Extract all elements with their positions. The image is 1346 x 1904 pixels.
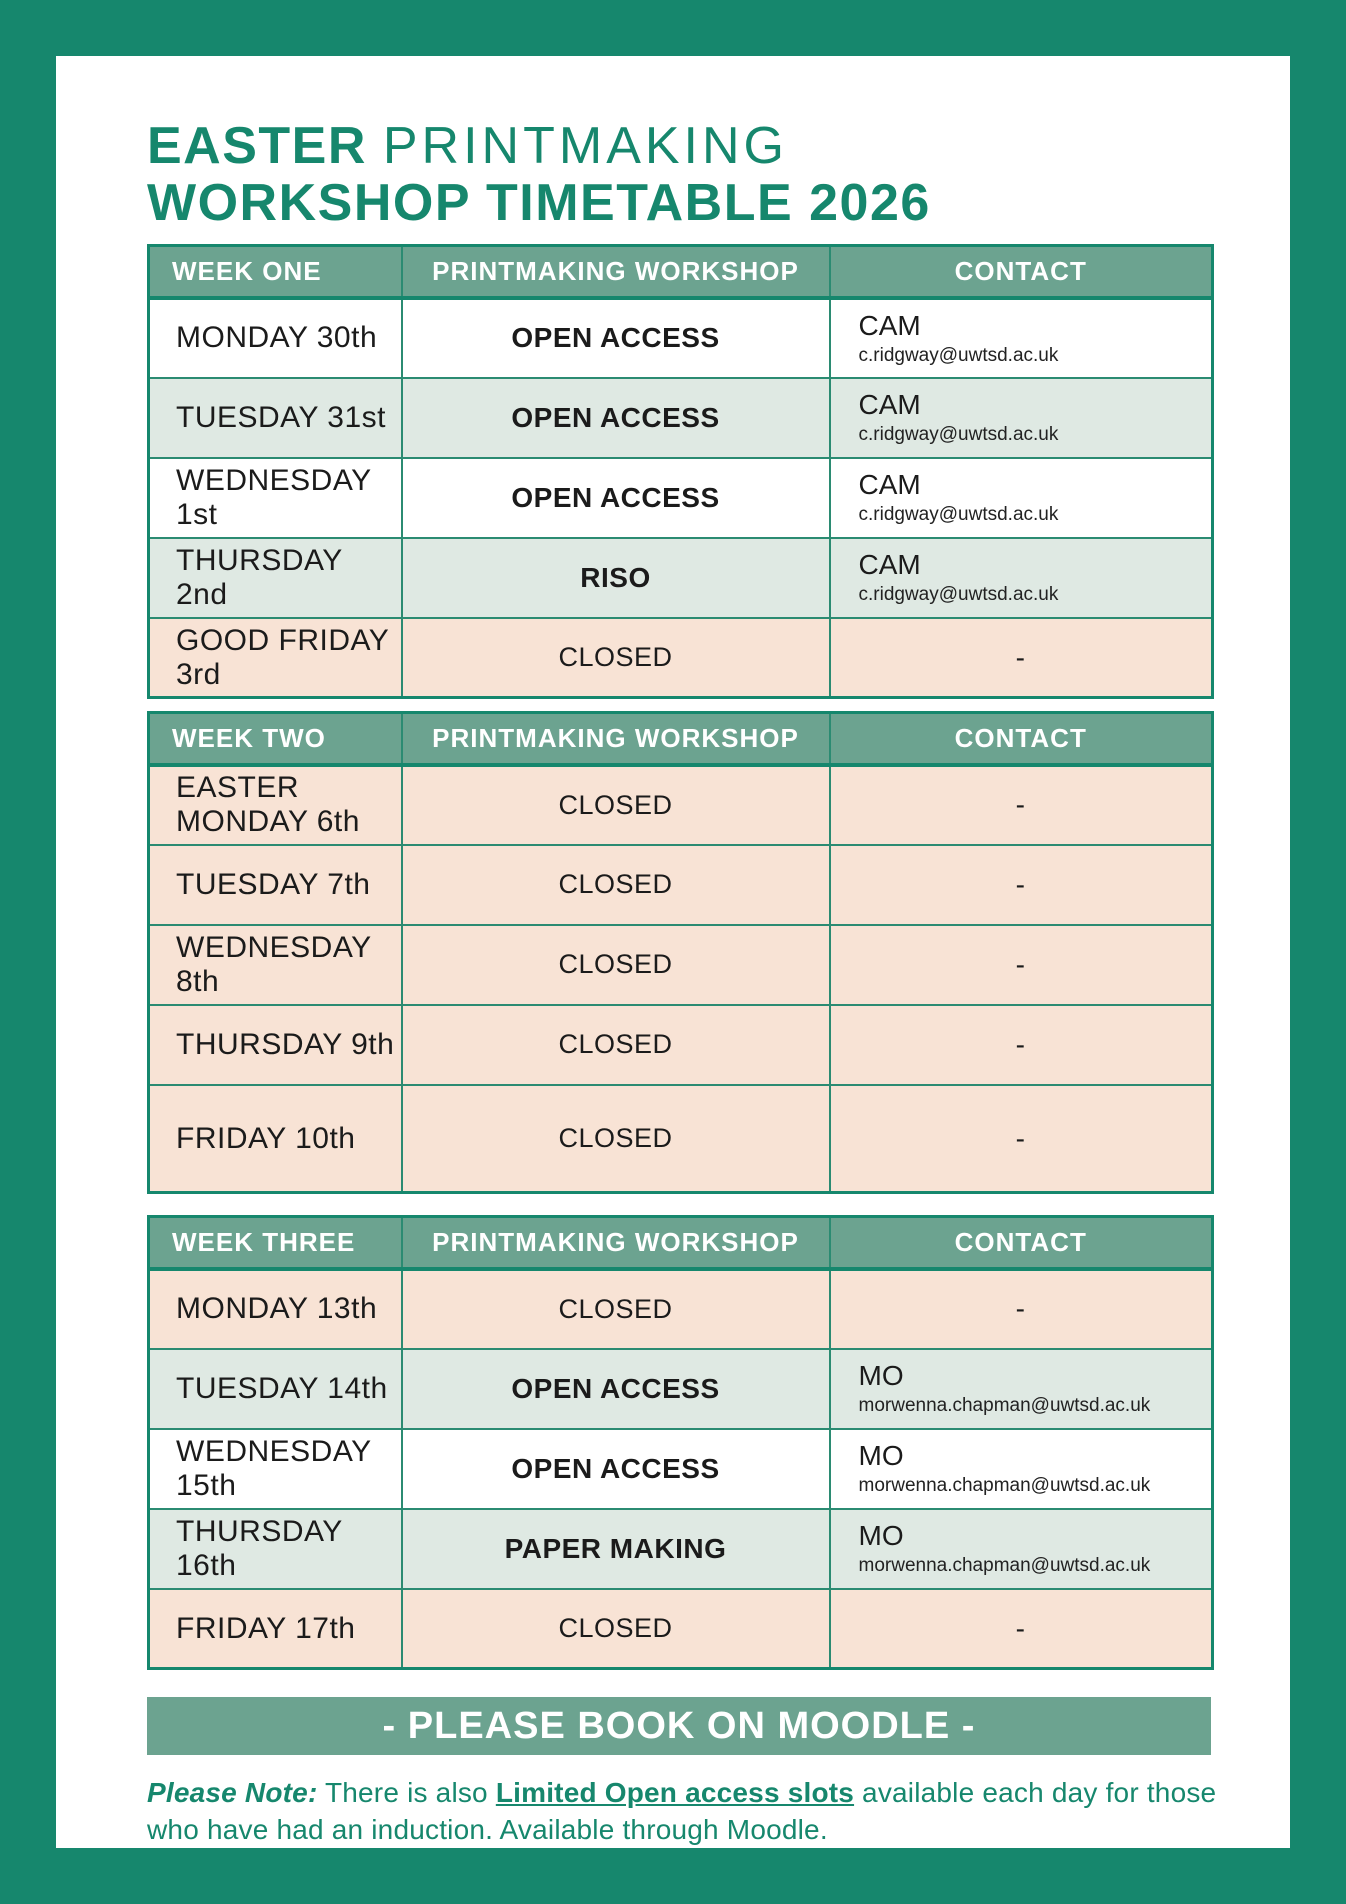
title-printmaking: PRINTMAKING <box>382 117 789 175</box>
workshop-cell: OPEN ACCESS <box>402 458 830 538</box>
workshop-cell: CLOSED <box>402 765 830 845</box>
contact-name: MO <box>858 1360 904 1392</box>
page-title <box>147 118 1290 232</box>
header-row <box>149 246 1213 298</box>
table-row <box>149 1349 1213 1429</box>
contact-name: MO <box>858 1520 904 1552</box>
column-header-workshop: PRINTMAKING WORKSHOP <box>402 246 830 298</box>
contact-dash: - <box>1015 789 1025 821</box>
table-row <box>149 1269 1213 1349</box>
contact-name: CAM <box>858 469 921 501</box>
contact-name: MO <box>858 1440 904 1472</box>
table-row <box>149 538 1213 618</box>
contact-cell <box>830 1429 1213 1509</box>
contact-cell <box>830 618 1213 698</box>
timetable-week-three <box>147 1215 1214 1670</box>
workshop-cell: CLOSED <box>402 925 830 1005</box>
note-prefix: Please Note: <box>147 1777 318 1809</box>
content <box>56 56 1290 1848</box>
note-underlined: Limited Open access slots <box>495 1777 855 1809</box>
contact-cell <box>830 765 1213 845</box>
contact-email: morwenna.chapman@uwtsd.ac.uk <box>858 1555 1151 1577</box>
day-cell: THURSDAY 2nd <box>149 538 402 618</box>
day-cell: TUESDAY 31st <box>149 378 402 458</box>
table-row <box>149 1429 1213 1509</box>
table-row <box>149 378 1213 458</box>
table-row <box>149 298 1213 378</box>
contact-name: CAM <box>858 389 921 421</box>
contact-email: morwenna.chapman@uwtsd.ac.uk <box>858 1475 1151 1497</box>
day-cell: WEDNESDAY 8th <box>149 925 402 1005</box>
contact-dash: - <box>1015 948 1025 980</box>
day-cell: MONDAY 30th <box>149 298 402 378</box>
day-cell: TUESDAY 14th <box>149 1349 402 1429</box>
contact-cell <box>830 1589 1213 1669</box>
workshop-cell: CLOSED <box>402 1589 830 1669</box>
moodle-banner-text: - PLEASE BOOK ON MOODLE - <box>382 1704 976 1747</box>
table-row <box>149 925 1213 1005</box>
contact-cell <box>830 1085 1213 1193</box>
page <box>56 56 1290 1848</box>
contact-email: c.ridgway@uwtsd.ac.uk <box>858 504 1059 526</box>
contact-dash: - <box>1015 1612 1025 1644</box>
header-row <box>149 713 1213 765</box>
day-cell: WEDNESDAY 15th <box>149 1429 402 1509</box>
column-header-week: WEEK TWO <box>149 713 402 765</box>
day-cell: WEDNESDAY 1st <box>149 458 402 538</box>
title-easter: EASTER <box>147 117 367 175</box>
day-cell: EASTER MONDAY 6th <box>149 765 402 845</box>
contact-cell <box>830 458 1213 538</box>
workshop-cell: PAPER MAKING <box>402 1509 830 1589</box>
timetable-week-two <box>147 711 1214 1194</box>
contact-cell <box>830 538 1213 618</box>
contact-cell <box>830 1269 1213 1349</box>
contact-email: c.ridgway@uwtsd.ac.uk <box>858 584 1059 606</box>
contact-dash: - <box>1015 1293 1025 1325</box>
contact-email: c.ridgway@uwtsd.ac.uk <box>858 424 1059 446</box>
column-header-week: WEEK THREE <box>149 1217 402 1269</box>
note-text <box>147 1775 1242 1848</box>
workshop-cell: CLOSED <box>402 1085 830 1193</box>
column-header-workshop: PRINTMAKING WORKSHOP <box>402 713 830 765</box>
table-row <box>149 618 1213 698</box>
table-row <box>149 1509 1213 1589</box>
day-cell: THURSDAY 16th <box>149 1509 402 1589</box>
title-line2: WORKSHOP TIMETABLE 2026 <box>147 174 931 233</box>
contact-name: CAM <box>858 309 921 341</box>
contact-dash: - <box>1015 641 1025 673</box>
contact-email: morwenna.chapman@uwtsd.ac.uk <box>858 1395 1151 1417</box>
contact-cell <box>830 925 1213 1005</box>
table-row <box>149 1005 1213 1085</box>
table-row <box>149 765 1213 845</box>
moodle-banner <box>147 1697 1211 1755</box>
table-row <box>149 458 1213 538</box>
contact-cell <box>830 378 1213 458</box>
column-header-week: WEEK ONE <box>149 246 402 298</box>
column-header-contact: CONTACT <box>830 713 1213 765</box>
note-body-1: There is also <box>317 1777 496 1809</box>
table-row <box>149 1085 1213 1193</box>
header-row <box>149 1217 1213 1269</box>
contact-dash: - <box>1015 1122 1025 1154</box>
contact-email: c.ridgway@uwtsd.ac.uk <box>858 344 1059 366</box>
table-row <box>149 845 1213 925</box>
workshop-cell: CLOSED <box>402 1005 830 1085</box>
day-cell: FRIDAY 10th <box>149 1085 402 1193</box>
workshop-cell: OPEN ACCESS <box>402 378 830 458</box>
contact-cell <box>830 1005 1213 1085</box>
column-header-contact: CONTACT <box>830 1217 1213 1269</box>
day-cell: GOOD FRIDAY 3rd <box>149 618 402 698</box>
contact-cell <box>830 298 1213 378</box>
workshop-cell: OPEN ACCESS <box>402 1349 830 1429</box>
timetables-container <box>147 244 1290 1670</box>
workshop-cell: CLOSED <box>402 1269 830 1349</box>
day-cell: MONDAY 13th <box>149 1269 402 1349</box>
day-cell: TUESDAY 7th <box>149 845 402 925</box>
workshop-cell: RISO <box>402 538 830 618</box>
contact-dash: - <box>1015 1028 1025 1060</box>
workshop-cell: OPEN ACCESS <box>402 1429 830 1509</box>
contact-cell <box>830 845 1213 925</box>
workshop-cell: CLOSED <box>402 618 830 698</box>
table-row <box>149 1589 1213 1669</box>
workshop-cell: CLOSED <box>402 845 830 925</box>
workshop-cell: OPEN ACCESS <box>402 298 830 378</box>
timetable-week-one <box>147 244 1214 699</box>
contact-cell <box>830 1349 1213 1429</box>
column-header-contact: CONTACT <box>830 246 1213 298</box>
contact-name: CAM <box>858 549 921 581</box>
day-cell: THURSDAY 9th <box>149 1005 402 1085</box>
contact-dash: - <box>1015 868 1025 900</box>
note-body-2: available each day for those who have had an induction. Available through Moodle. <box>147 1777 1217 1845</box>
day-cell: FRIDAY 17th <box>149 1589 402 1669</box>
column-header-workshop: PRINTMAKING WORKSHOP <box>402 1217 830 1269</box>
contact-cell <box>830 1509 1213 1589</box>
